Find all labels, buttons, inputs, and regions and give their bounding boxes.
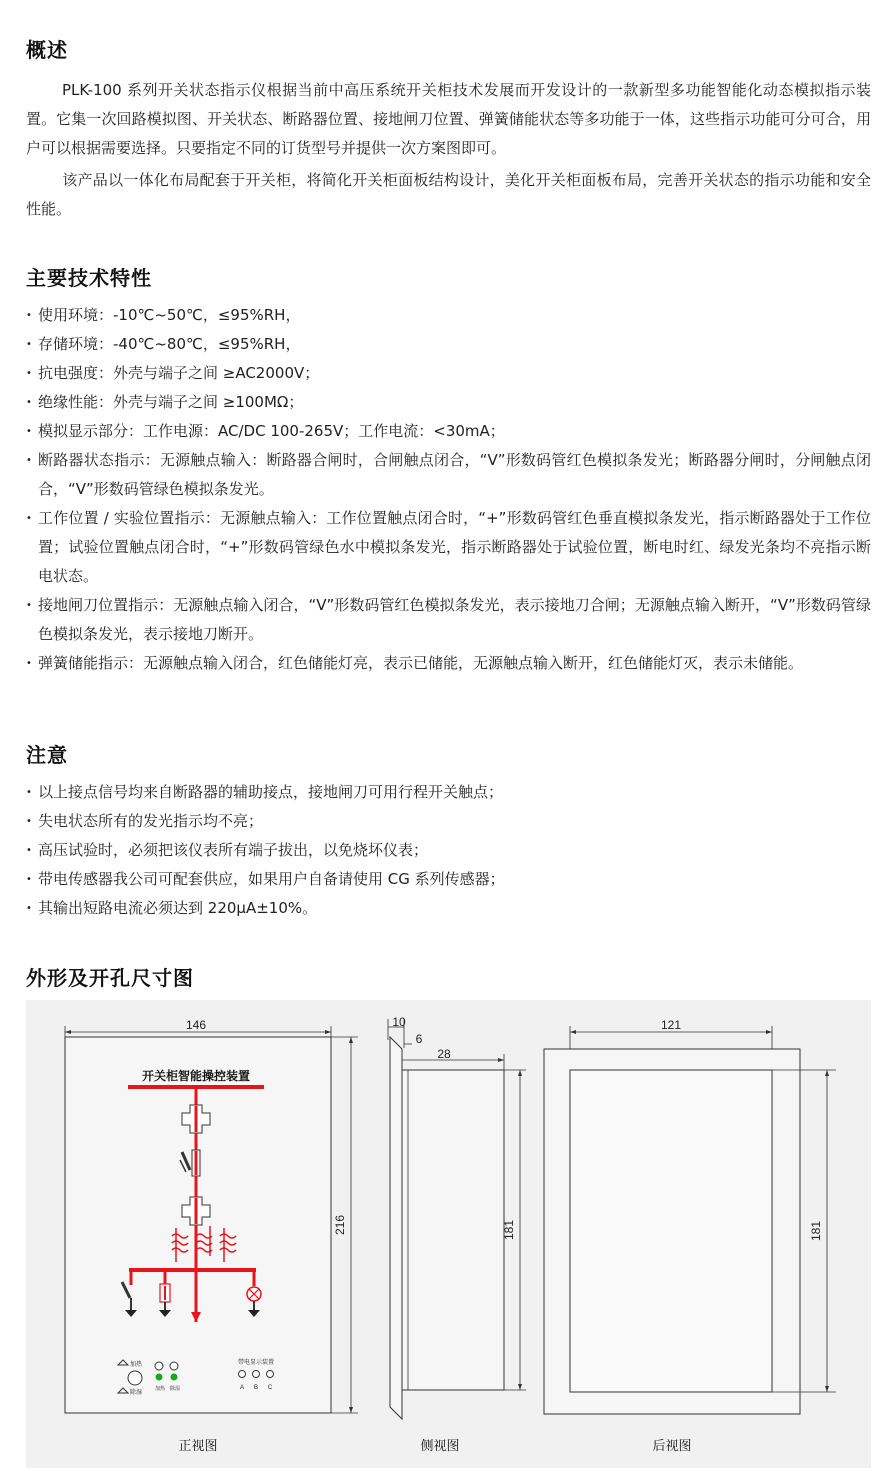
side-dim-28: 28 xyxy=(437,1047,451,1061)
rear-height-label: 181 xyxy=(809,1220,823,1242)
side-view xyxy=(388,1015,526,1454)
side-height-label: 181 xyxy=(502,1219,516,1241)
spec-item: • 绝缘性能：外壳与端子之间 ≥100MΩ； xyxy=(26,388,871,417)
live-display-title: 带电显示装置 xyxy=(237,1359,275,1366)
rear-view xyxy=(544,1018,836,1454)
spec-item: • 存储环境：-40℃~80℃，≤95%RH， xyxy=(26,330,871,359)
bottom-busbar xyxy=(129,1268,256,1272)
specs-heading: 主要技术特性 xyxy=(26,266,152,290)
dimensions-heading: 外形及开孔尺寸图 xyxy=(26,966,194,990)
notes-heading: 注意 xyxy=(26,743,68,767)
led1-label: 加热 xyxy=(155,1386,166,1392)
overview-paragraph-2 xyxy=(26,166,871,224)
overview-p2-text: 该产品以一体化布局配套于开关柜，将简化开关柜面板结构设计，美化开关柜面板布局，完善开关状态的指示功能和安全性能。 xyxy=(26,171,871,218)
note-item: • 其输出短路电流必须达到 220μA±10%。 xyxy=(26,894,871,923)
led2-label: 除湿 xyxy=(170,1386,181,1392)
spec-item: • 弹簧储能指示：无源触点输入闭合，红色储能灯亮，表示已储能，无源触点输入断开，红色储能灯灭，表示未储能。 xyxy=(26,649,871,678)
led-green-1 xyxy=(156,1374,163,1381)
side-dim-10: 10 xyxy=(392,1015,406,1029)
notes-list xyxy=(26,778,871,923)
led-green-2 xyxy=(171,1374,178,1381)
overview-heading: 概述 xyxy=(26,38,68,62)
rear-cutout xyxy=(570,1070,772,1392)
front-view xyxy=(65,1018,358,1454)
btn2-label: 除湿 xyxy=(130,1389,143,1396)
overview-paragraph-1 xyxy=(26,76,871,163)
spec-item: • 工作位置 / 实验位置指示：无源触点输入：工作位置触点闭合时，“+”形数码管红色垂直模拟条发光，指示断路器处于工作位置；试验位置触点闭合时，“+”形数码管绿色水中模拟条发光，指示断路器处于试验位置，断电时红、绿发光条均不亮指示断电状态。 xyxy=(26,504,871,591)
dimension-drawing xyxy=(26,1000,871,1468)
note-item: • 带电传感器我公司可配套供应，如果用户自备请使用 CG 系列传感器； xyxy=(26,865,871,894)
note-item: • 失电状态所有的发光指示均不亮； xyxy=(26,807,871,836)
front-view-caption: 正视图 xyxy=(178,1439,218,1454)
top-busbar xyxy=(128,1085,264,1089)
control-knob[interactable] xyxy=(128,1371,142,1385)
spec-item: • 模拟显示部分：工作电源：AC/DC 100-265V；工作电流：<30mA； xyxy=(26,417,871,446)
note-item: • 以上接点信号均来自断路器的辅助接点，接地闸刀可用行程开关触点； xyxy=(26,778,871,807)
phase-c-label: C xyxy=(267,1385,273,1391)
live-display-group xyxy=(238,1358,274,1391)
rear-view-caption: 后视图 xyxy=(652,1439,692,1454)
note-item: • 高压试验时，必须把该仪表所有端子拔出，以免烧坏仪表； xyxy=(26,836,871,865)
front-height-label: 216 xyxy=(333,1214,347,1236)
front-panel-title: 开关柜智能操控装置 xyxy=(141,1069,251,1083)
overview-p1-text: PLK-100 系列开关状态指示仪根据当前中高压系统开关柜技术发展而开发设计的一款新型多功能智能化动态模拟指示装置。它集一次回路模拟图、开关状态、断路器位置、接地闸刀位置、弹簧储能状态等多功能于一体，这些指示功能可分可合，用户可以根据需要选择。只要指定不同的订货型号并提供一次方案图即可。 xyxy=(26,81,871,157)
dimension-drawing-svg xyxy=(26,1000,871,1468)
btn1-label: 加热 xyxy=(130,1361,143,1368)
side-view-caption: 侧视图 xyxy=(420,1439,460,1454)
spec-item: • 接地闸刀位置指示：无源触点输入闭合，“V”形数码管红色模拟条发光，表示接地刀合闸；无源触点输入断开，“V”形数码管绿色模拟条发光，表示接地刀断开。 xyxy=(26,591,871,649)
rear-width-label: 121 xyxy=(660,1018,682,1032)
spec-item: • 抗电强度：外壳与端子之间 ≥AC2000V； xyxy=(26,359,871,388)
side-flange xyxy=(390,1037,402,1419)
side-dim-6: 6 xyxy=(415,1032,423,1046)
front-width-label: 146 xyxy=(185,1018,207,1032)
phase-a-label: A xyxy=(239,1385,245,1391)
side-body xyxy=(402,1070,504,1390)
specs-list xyxy=(26,301,871,678)
spec-item: • 断路器状态指示：无源触点输入：断路器合闸时，合闸触点闭合，“V”形数码管红色模拟条发光；断路器分闸时，分闸触点闭合，“V”形数码管绿色模拟条发光。 xyxy=(26,446,871,504)
spec-item: • 使用环境：-10℃~50℃，≤95%RH， xyxy=(26,301,871,330)
phase-b-label: B xyxy=(253,1385,259,1391)
